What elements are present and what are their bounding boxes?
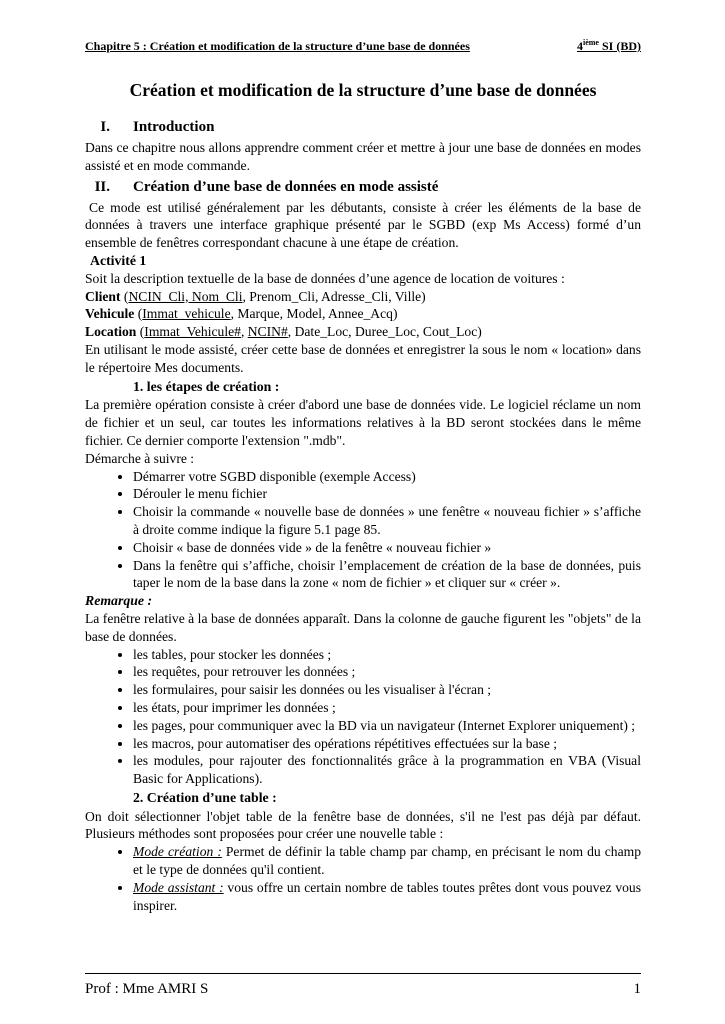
list-item: • les états, pour imprimer les données ; [133, 699, 641, 717]
schema-client [85, 288, 641, 306]
schema-location-name: Location [85, 324, 137, 340]
schema-location-open: ( [136, 324, 145, 340]
schema-vehicule-rest: , Marque, Model, Annee_Acq) [230, 306, 398, 322]
page-header [85, 38, 641, 54]
list-item: • les modules, pour rajouter des fonctionnalités grâce à la programmation en VBA (Visual Basic for Applications). [133, 752, 641, 788]
schema-vehicule [85, 305, 641, 323]
mode-assistant-lead: Mode assistant : [133, 879, 224, 895]
steps-procedure-label: Démarche à suivre : [85, 450, 195, 466]
list-item [133, 879, 641, 915]
section-2-paragraph: Ce mode est utilisé généralement par les débutants, consiste à créer les éléments de la base de données à travers une interface graphique présenté par le SGBD (exp Ms Access) formé d’un ensemble de fenêtres correspondant chacune à une étape de création. [85, 199, 641, 251]
section-2-heading [85, 179, 641, 196]
remark-heading: Remarque : [85, 593, 153, 609]
section-1-paragraph: Dans ce chapitre nous allons apprendre comment créer et mettre à jour une base de données en modes assisté et en mode commande. [85, 140, 641, 173]
schema-client-open: ( [120, 288, 129, 304]
objects-bullet-list [85, 646, 641, 788]
header-class-rest: SI (BD) [598, 39, 641, 53]
activity-intro: Soit la description textuelle de la base de données d’une agence de location de voitures : [85, 270, 565, 286]
steps-paragraph: La première opération consiste à créer d'abord une base de données vide. Le logiciel réclame un nom de fichier et un seul, car toutes les informations relatives à la BD seront stockées dans le même fichier. Ce dernier comporte l'extension ".mdb". [85, 397, 641, 448]
list-item: • les requêtes, pour retrouver les données ; [133, 663, 641, 681]
list-item: • les formulaires, pour saisir les données ou les visualiser à l'écran ; [133, 681, 641, 699]
table-creation-paragraph: On doit sélectionner l'objet table de la fenêtre base de données, s'il ne l'est pas déjà par défaut. Plusieurs méthodes sont proposées pour créer une nouvelle table : [85, 808, 641, 842]
document-title: Création et modification de la structure d’une base de données [129, 80, 597, 100]
schema-vehicule-open: ( [134, 306, 143, 322]
mode-creation-lead: Mode création : [133, 844, 222, 860]
table-modes-bullet-list [85, 843, 641, 914]
list-item [133, 843, 641, 879]
list-item: • Dérouler le menu fichier [133, 485, 641, 503]
schema-location-key1: Immat_Vehicule# [144, 324, 241, 340]
schema-client-key: NCIN_Cli, Nom_Cli [128, 288, 243, 304]
list-item: • les tables, pour stocker les données ; [133, 646, 641, 664]
header-class-base: 4 [576, 39, 583, 53]
footer-author: Prof : Mme AMRI S [85, 981, 209, 997]
section-2-number: II. [94, 178, 110, 195]
header-class-label [577, 38, 641, 54]
schema-client-name: Client [85, 288, 121, 304]
table-creation-heading: 2. Création d’une table : [133, 789, 277, 805]
section-2-label: Création d’une base de données en mode assisté [133, 178, 439, 195]
section-1-heading [85, 119, 641, 136]
page-footer [85, 973, 641, 998]
schema-location-rest: , Date_Loc, Duree_Loc, Cout_Loc) [287, 324, 482, 340]
activity-outro: En utilisant le mode assisté, créer cette base de données et enregistrer la sous le nom « location» dans le répertoire Mes documents. [85, 341, 641, 375]
footer-page-number: 1 [633, 981, 641, 997]
list-item: • Choisir « base de données vide » de la fenêtre « nouveau fichier » [133, 539, 641, 557]
schema-location-key2: NCIN# [247, 324, 288, 340]
schema-vehicule-name: Vehicule [85, 306, 135, 322]
steps-heading: 1. les étapes de création : [133, 378, 280, 394]
section-1-number: I. [100, 119, 110, 135]
section-1-label: Introduction [133, 119, 215, 135]
list-item: • Démarrer votre SGBD disponible (exemple Access) [133, 468, 641, 486]
schema-client-rest: , Prenom_Cli, Adresse_Cli, Ville) [242, 288, 426, 304]
schema-location-sep: , [240, 324, 248, 340]
mode-creation-text: Permet de définir la table champ par champ, en précisant le nom du champ et le type de données qu'il contient. [133, 844, 641, 878]
activity-heading: Activité 1 [90, 252, 147, 268]
steps-bullet-list [85, 468, 641, 593]
header-chapter-title: Chapitre 5 : Création et modification de la structure d’une base de données [85, 39, 470, 53]
mode-assistant-text: vous offre un certain nombre de tables toutes prêtes dont vous pouvez vous inspirer. [133, 879, 641, 913]
header-class-sup: ième [582, 38, 599, 47]
remark-paragraph: La fenêtre relative à la base de données apparaît. Dans la colonne de gauche figurent les "objets" de la base de données. [85, 610, 641, 644]
schema-vehicule-key: Immat_vehicule [142, 306, 231, 322]
schema-location [85, 323, 641, 341]
list-item: • les macros, pour automatiser des opérations répétitives effectuées sur la base ; [133, 735, 641, 753]
list-item: • Choisir la commande « nouvelle base de données » une fenêtre « nouveau fichier » s’affiche à droite comme indique la figure 5.1 page 85. [133, 503, 641, 539]
list-item: • Dans la fenêtre qui s’affiche, choisir l’emplacement de création de la base de données, puis taper le nom de la base dans la zone « nom de fichier » et cliquer sur « créer ». [133, 557, 641, 593]
list-item: • les pages, pour communiquer avec la BD via un navigateur (Internet Explorer uniquement) ; [133, 717, 641, 735]
